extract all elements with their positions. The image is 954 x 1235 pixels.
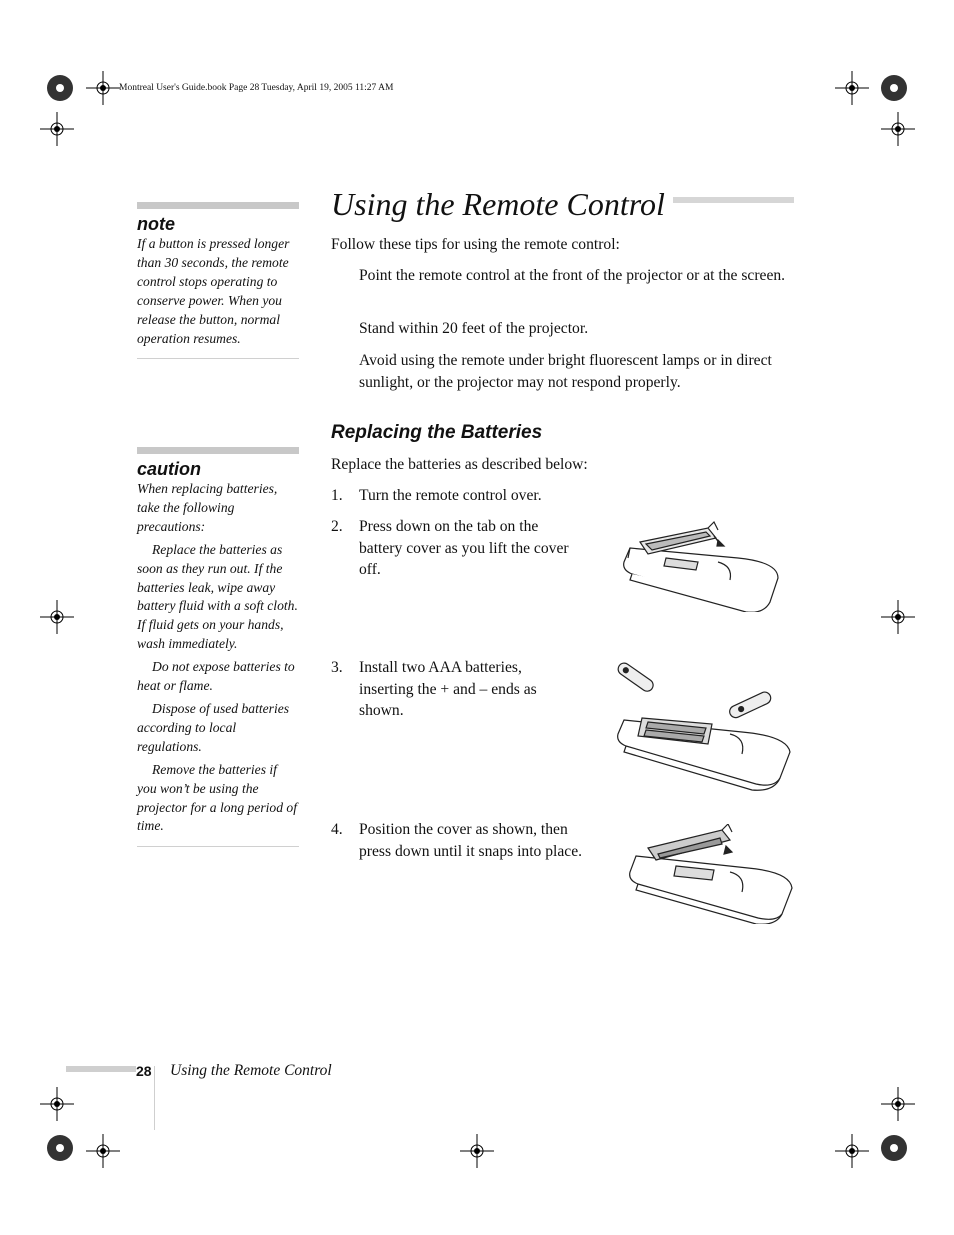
- tip-item: Stand within 20 feet of the projector.: [359, 320, 589, 337]
- step-item: [331, 485, 761, 507]
- crosshair-registration-mark-icon: [40, 112, 74, 146]
- caution-bar: [137, 447, 299, 454]
- step-number: 1.: [331, 487, 343, 504]
- caution-sidebar: [137, 447, 299, 847]
- caution-item: Replace the batteries as soon as they run out. If the batteries leak, wipe away battery fluid with a soft cloth. If fluid gets on your hands, wash immediately.: [137, 541, 298, 652]
- print-header-meta: Montreal User's Guide.book Page 28 Tuesday, April 19, 2005 11:27 AM: [119, 83, 394, 93]
- caution-item: Remove the batteries if you won’t be using the projector for a long period of time.: [137, 761, 297, 834]
- remote-cover-removal-illustration: [618, 518, 784, 617]
- note-bar: [137, 202, 299, 209]
- crosshair-registration-mark-icon: [86, 1134, 120, 1168]
- replace-intro: Replace the batteries as described below:: [331, 456, 588, 473]
- crosshair-registration-mark-icon: [40, 1087, 74, 1121]
- caution-divider: [137, 846, 299, 847]
- caution-intro: When replacing batteries, take the following precautions:: [137, 481, 278, 534]
- battery-insertion-illustration: [612, 660, 794, 797]
- footer-section-title: Using the Remote Control: [170, 1062, 332, 1079]
- note-heading: note: [137, 214, 175, 234]
- tip-item: Point the remote control at the front of the projector or at the screen.: [359, 267, 786, 284]
- step-item: [331, 819, 586, 862]
- step-number: 4.: [331, 821, 343, 838]
- note-sidebar: [137, 202, 299, 359]
- caution-item: Dispose of used batteries according to local regulations.: [137, 700, 290, 754]
- crosshair-registration-mark-icon: [881, 600, 915, 634]
- step-text: Turn the remote control over.: [359, 487, 542, 504]
- crosshair-registration-mark-icon: [835, 1134, 869, 1168]
- starburst-registration-mark-icon: [46, 74, 74, 102]
- starburst-registration-mark-icon: [880, 74, 908, 102]
- page-title: Using the Remote Control: [331, 186, 673, 223]
- starburst-registration-mark-icon: [46, 1134, 74, 1162]
- footer-divider: [154, 1066, 155, 1130]
- section-heading: Replacing the Batteries: [331, 422, 543, 443]
- step-item: [331, 516, 583, 581]
- note-text: If a button is pressed longer than 30 seconds, the remote control stops operating to conserve power. When you release the button, normal operation resumes.: [137, 236, 290, 346]
- crosshair-registration-mark-icon: [881, 112, 915, 146]
- page-number: 28: [136, 1063, 152, 1079]
- crosshair-registration-mark-icon: [86, 71, 120, 105]
- step-text: Press down on the tab on the battery cover as you lift the cover off.: [359, 518, 569, 578]
- note-divider: [137, 358, 299, 359]
- caution-item: Do not expose batteries to heat or flame.: [137, 659, 295, 694]
- tips-intro: Follow these tips for using the remote control:: [331, 236, 620, 253]
- tip-item: Avoid using the remote under bright fluorescent lamps or in direct sunlight, or the projector may not respond properly.: [359, 352, 772, 391]
- remote-cover-replace-illustration: [626, 824, 796, 929]
- crosshair-registration-mark-icon: [40, 600, 74, 634]
- crosshair-registration-mark-icon: [835, 71, 869, 105]
- step-number: 2.: [331, 518, 343, 535]
- caution-heading: caution: [137, 459, 202, 479]
- starburst-registration-mark-icon: [880, 1134, 908, 1162]
- crosshair-registration-mark-icon: [460, 1134, 494, 1168]
- step-number: 3.: [331, 659, 343, 676]
- step-text: Install two AAA batteries, inserting the + and – ends as shown.: [359, 659, 537, 719]
- step-item: [331, 657, 563, 722]
- step-text: Position the cover as shown, then press down until it snaps into place.: [359, 821, 583, 860]
- crosshair-registration-mark-icon: [881, 1087, 915, 1121]
